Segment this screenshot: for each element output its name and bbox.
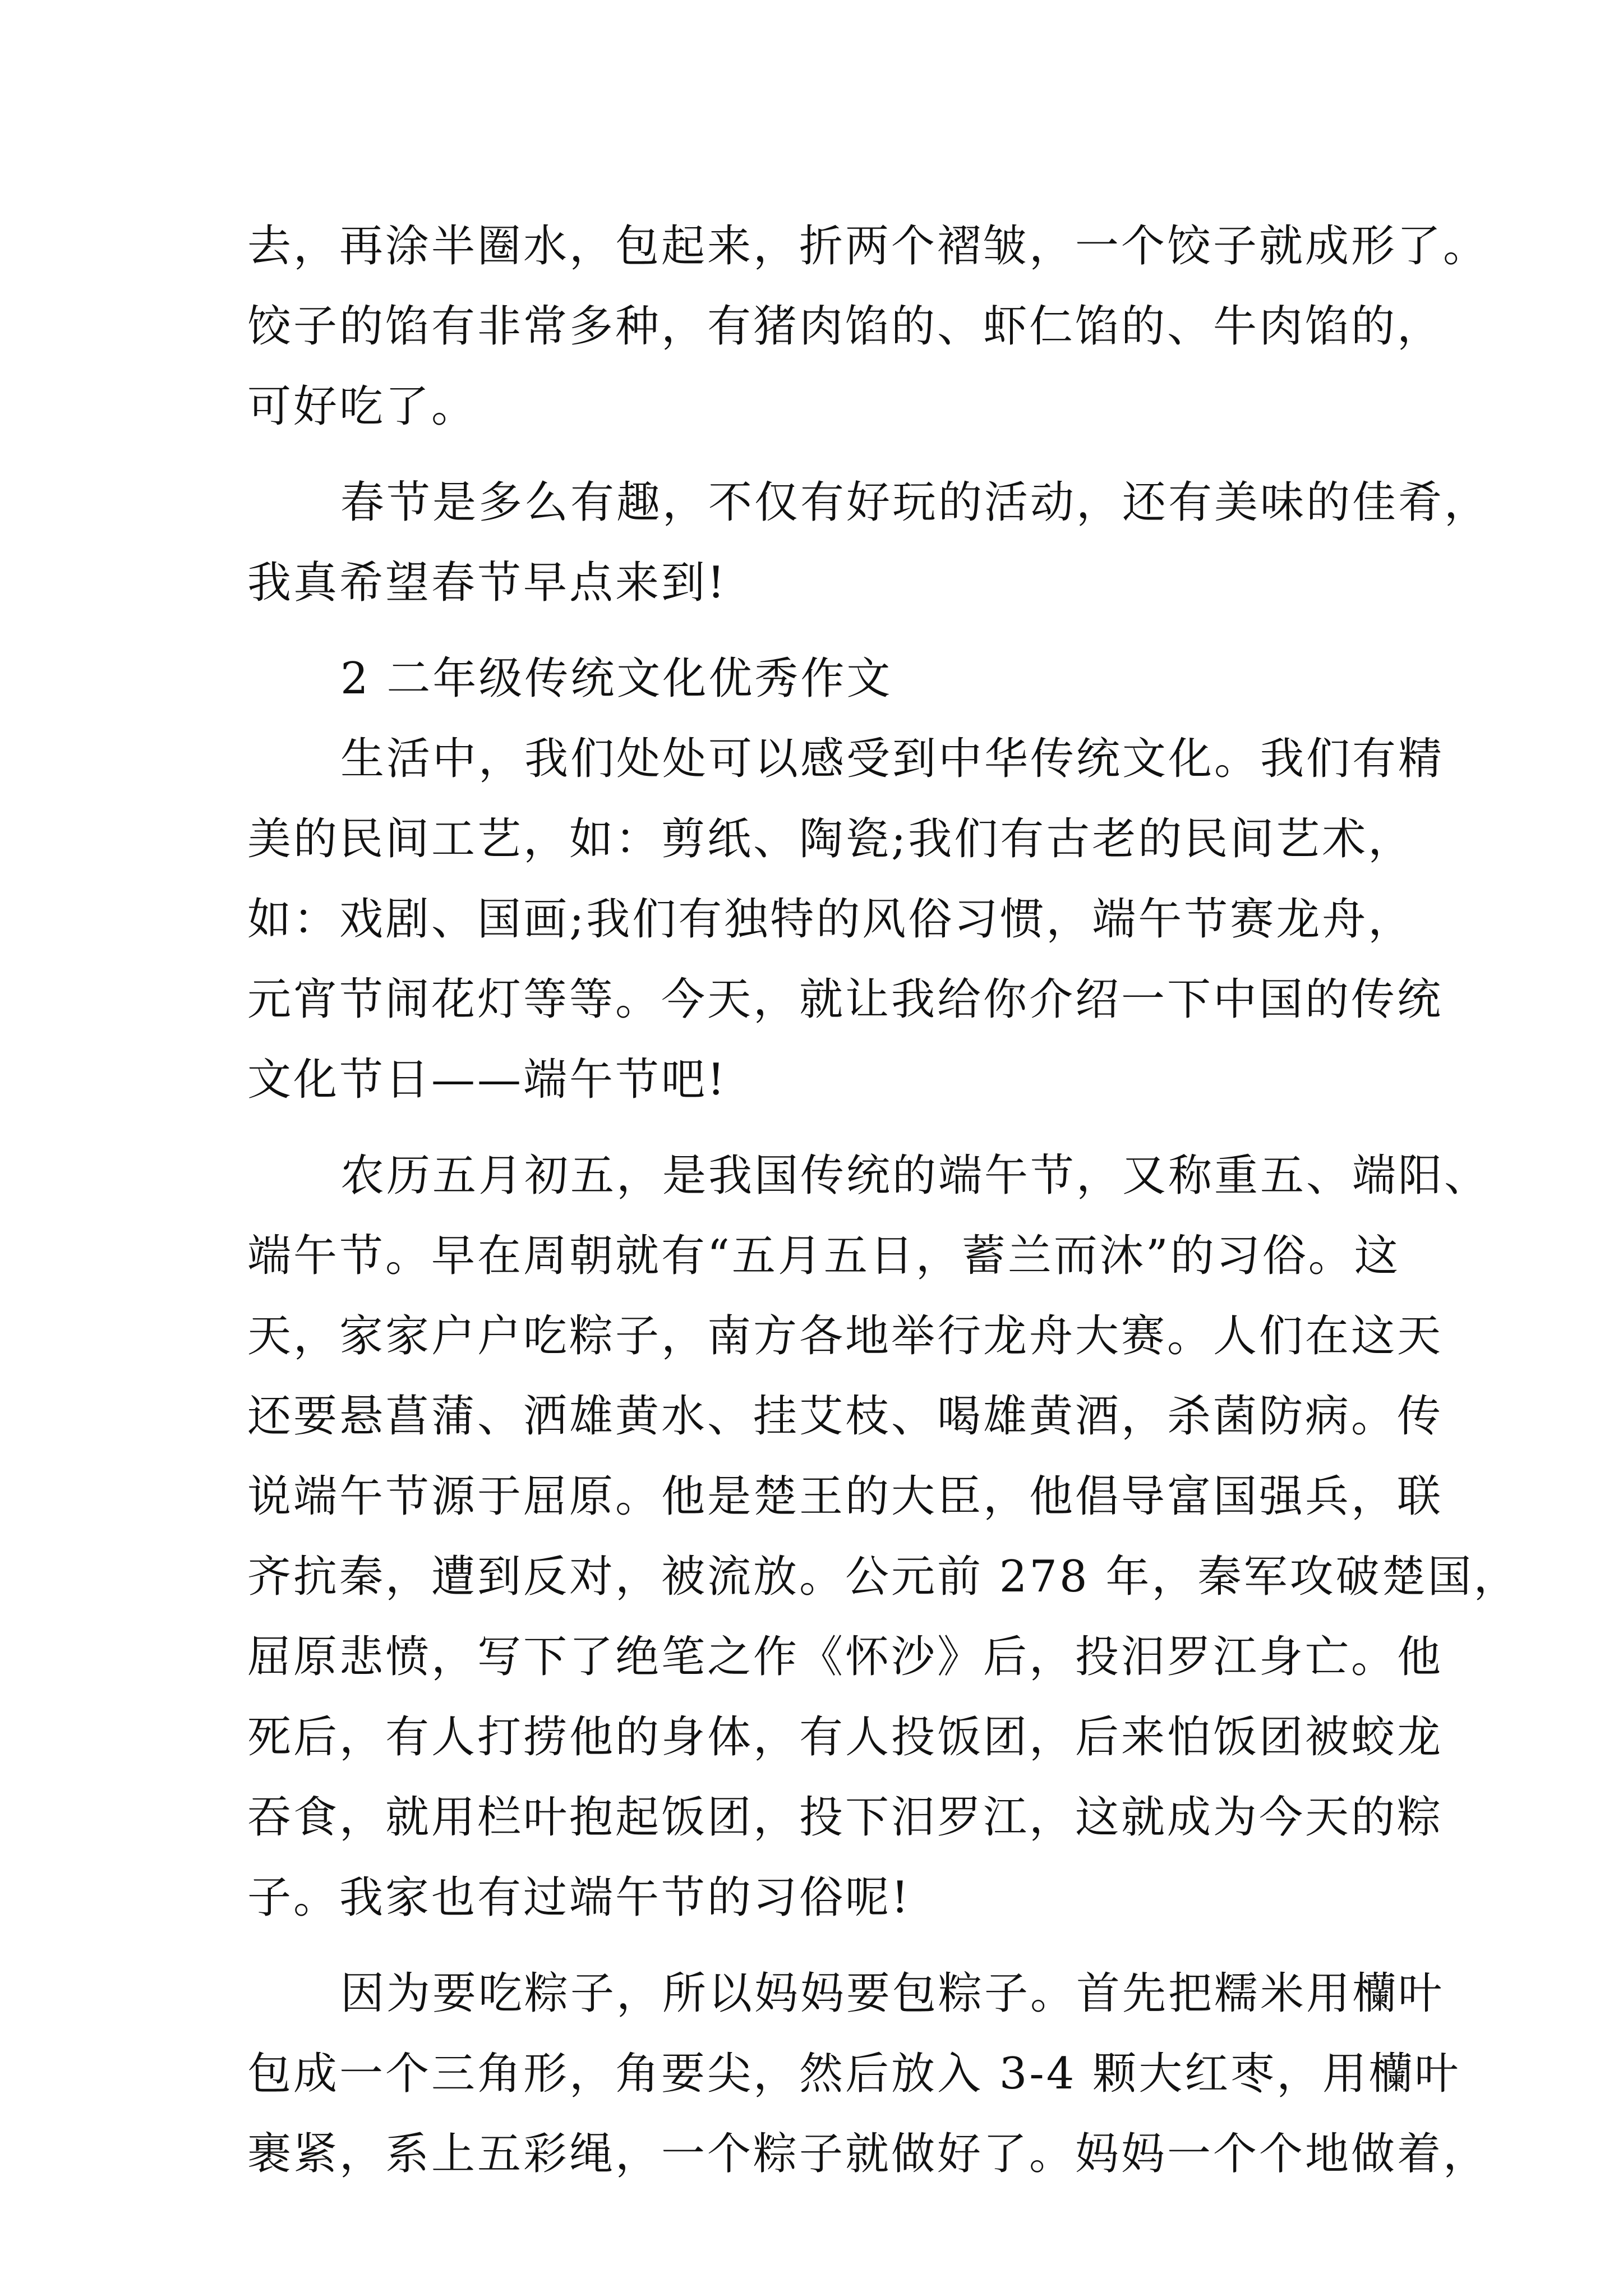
text-line: 可好吃了。: [247, 381, 478, 432]
text-line: 天，家家户户吃粽子，南方各地举行龙舟大赛。人们在这天: [247, 1311, 1444, 1361]
essay-title-text: 2 二年级传统文化优秀作文: [340, 654, 893, 704]
paragraph-making-zongzi: [247, 1954, 1490, 2194]
text-line: 死后，有人打捞他的身体，有人投饭团，后来怕饭团被蛟龙: [247, 1712, 1444, 1763]
text-line: 包成一个三角形，角要尖，然后放入 3-4 颗大红枣，用欗叶: [247, 2049, 1461, 2099]
text-line: 因为要吃粽子，所以妈妈要包粽子。首先把糯米用欗叶: [340, 1968, 1445, 2019]
text-line: 说端午节源于屈原。他是楚王的大臣，他倡导富国强兵，联: [247, 1471, 1444, 1522]
text-line: 子。我家也有过端午节的习俗呢!: [247, 1872, 911, 1923]
text-line: 生活中，我们处处可以感受到中华传统文化。我们有精: [340, 734, 1445, 784]
paragraph-spring-festival-conclusion: [247, 463, 1491, 623]
text-line: 屈原悲愤，写下了绝笔之作《怀沙》后，投汨罗江身亡。他: [247, 1632, 1444, 1682]
essay-title: [247, 639, 1391, 719]
text-line: 文化节日——端午节吧!: [247, 1055, 727, 1105]
text-line: 我真希望春节早点来到!: [247, 558, 727, 608]
paragraph-dumpling-end: [247, 206, 1490, 447]
text-line: 端午节。早在周朝就有“五月五日，蓄兰而沐”的习俗。这: [247, 1231, 1400, 1281]
paragraph-dragon-boat-history: [247, 1136, 1520, 1938]
text-line: 齐抗秦，遭到反对，被流放。公元前 278 年，秦军攻破楚国，: [247, 1552, 1520, 1602]
text-line: 去，再涂半圈水，包起来，折两个褶皱，一个饺子就成形了。: [247, 221, 1490, 272]
text-line: 裹紧，系上五彩绳，一个粽子就做好了。妈妈一个个地做着，: [247, 2129, 1490, 2179]
document-body: [247, 206, 1520, 2194]
paragraph-essay-2-intro: [247, 719, 1445, 1120]
text-line: 美的民间工艺，如：剪纸、陶瓷;我们有古老的民间艺术，: [247, 814, 1414, 864]
text-line: 吞食，就用栏叶抱起饭团，投下汨罗江，这就成为今天的粽: [247, 1792, 1444, 1843]
text-line: 农历五月初五，是我国传统的端午节，又称重五、端阳、: [340, 1151, 1491, 1201]
text-line: 饺子的馅有非常多种，有猪肉馅的、虾仁馅的、牛肉馅的，: [247, 301, 1444, 352]
text-line: 还要悬菖蒲、洒雄黄水、挂艾枝、喝雄黄酒，杀菌防病。传: [247, 1391, 1444, 1442]
text-line: 如：戏剧、国画;我们有独特的风俗习惯，端午节赛龙舟，: [247, 894, 1414, 945]
text-line: 元宵节闹花灯等等。今天，就让我给你介绍一下中国的传统: [247, 974, 1444, 1025]
text-line: 春节是多么有趣，不仅有好玩的活动，还有美味的佳肴，: [340, 477, 1491, 528]
